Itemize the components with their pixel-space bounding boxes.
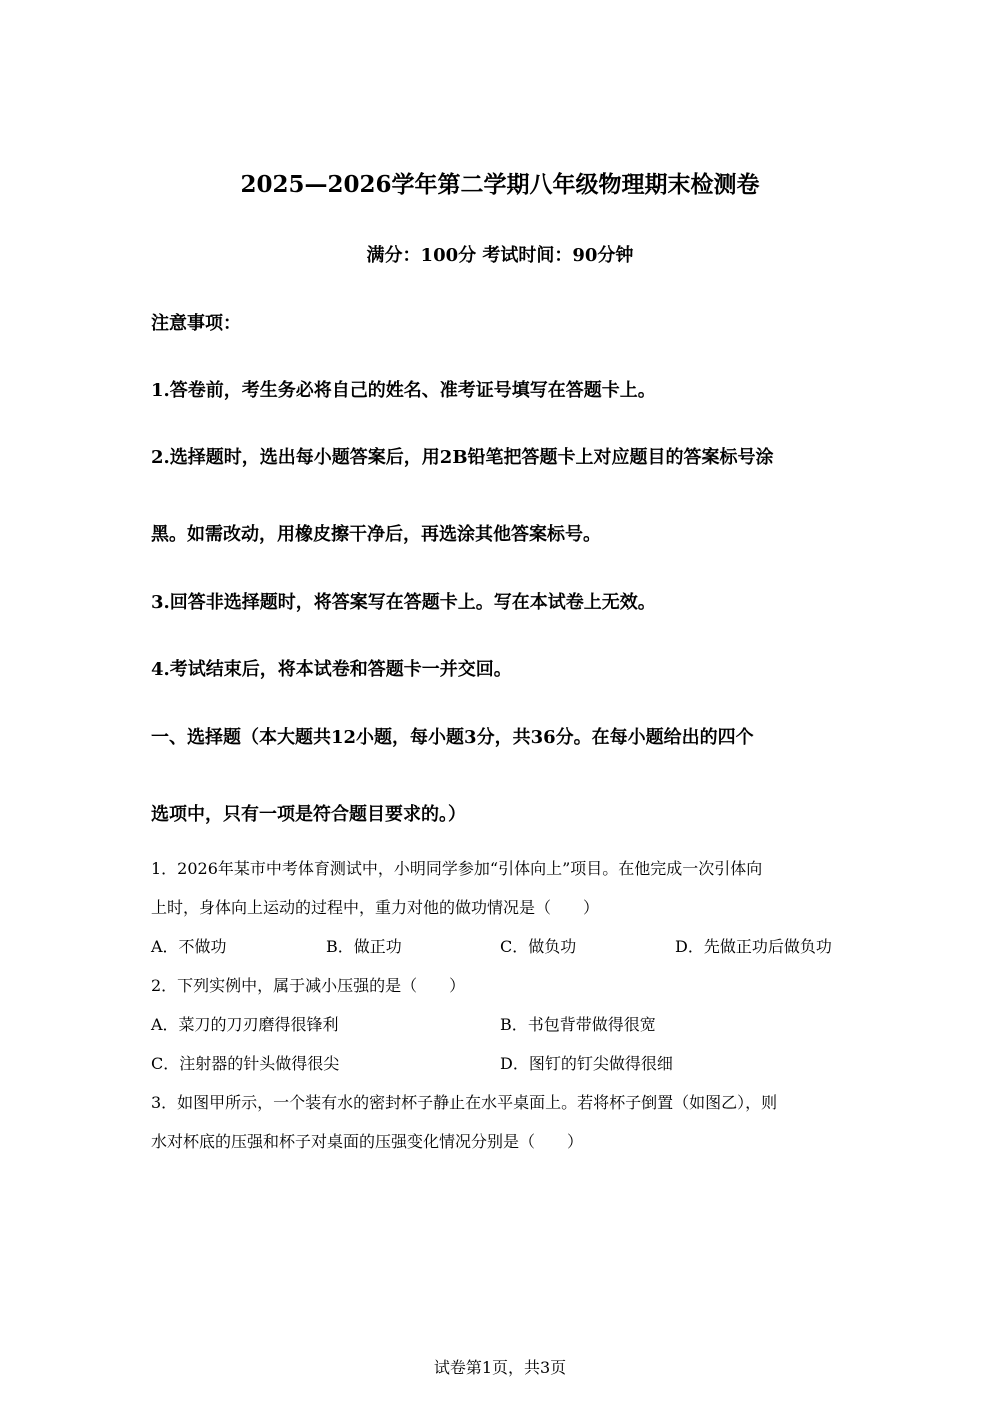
question-1-option-a: A．不做功 xyxy=(151,937,227,956)
section-heading-cont: 选项中，只有一项是符合题目要求的。） xyxy=(151,804,466,825)
question-2-option-a: A．菜刀的刀刃磨得很锋利 xyxy=(151,1015,339,1034)
notice-item-1: 1.答卷前，考生务必将自己的姓名、准考证号填写在答题卡上。 xyxy=(151,380,656,401)
notice-heading: 注意事项： xyxy=(151,313,241,334)
exam-title: 2025—2026学年第二学期八年级物理期末检测卷 xyxy=(240,171,760,198)
question-1-option-d: D．先做正功后做负功 xyxy=(675,937,832,956)
notice-item-3: 3.回答非选择题时，将答案写在答题卡上。写在本试卷上无效。 xyxy=(151,592,656,613)
question-1-option-b: B．做正功 xyxy=(326,937,402,956)
question-2-stem: 2．下列实例中，属于减小压强的是（ ） xyxy=(151,976,466,995)
question-2-option-d: D．图钉的钉尖做得很细 xyxy=(500,1054,673,1073)
question-1-stem-cont: 上时，身体向上运动的过程中，重力对他的做功情况是（ ） xyxy=(151,898,600,917)
question-3-stem-cont: 水对杯底的压强和杯子对桌面的压强变化情况分别是（ ） xyxy=(151,1132,584,1151)
exam-subtitle: 满分：100分 考试时间：90分钟 xyxy=(366,245,634,266)
question-1-stem: 1．2026年某市中考体育测试中，小明同学参加“引体向上”项目。在他完成一次引体向 xyxy=(151,859,763,878)
question-2-option-c: C．注射器的针头做得很尖 xyxy=(151,1054,340,1073)
question-2-option-b: B．书包背带做得很宽 xyxy=(500,1015,656,1034)
question-3-stem: 3．如图甲所示，一个装有水的密封杯子静止在水平桌面上。若将杯子倒置（如图乙），则 xyxy=(151,1093,778,1112)
page-footer: 试卷第1页，共3页 xyxy=(433,1358,567,1377)
notice-item-2-cont: 黑。如需改动，用橡皮擦干净后，再选涂其他答案标号。 xyxy=(151,524,601,545)
notice-item-2: 2.选择题时，选出每小题答案后，用2B铅笔把答题卡上对应题目的答案标号涂 xyxy=(151,447,774,468)
notice-item-4: 4.考试结束后，将本试卷和答题卡一并交回。 xyxy=(151,659,512,680)
question-1-option-c: C．做负功 xyxy=(500,937,577,956)
section-heading: 一、选择题（本大题共12小题，每小题3分，共36分。在每小题给出的四个 xyxy=(151,727,754,748)
